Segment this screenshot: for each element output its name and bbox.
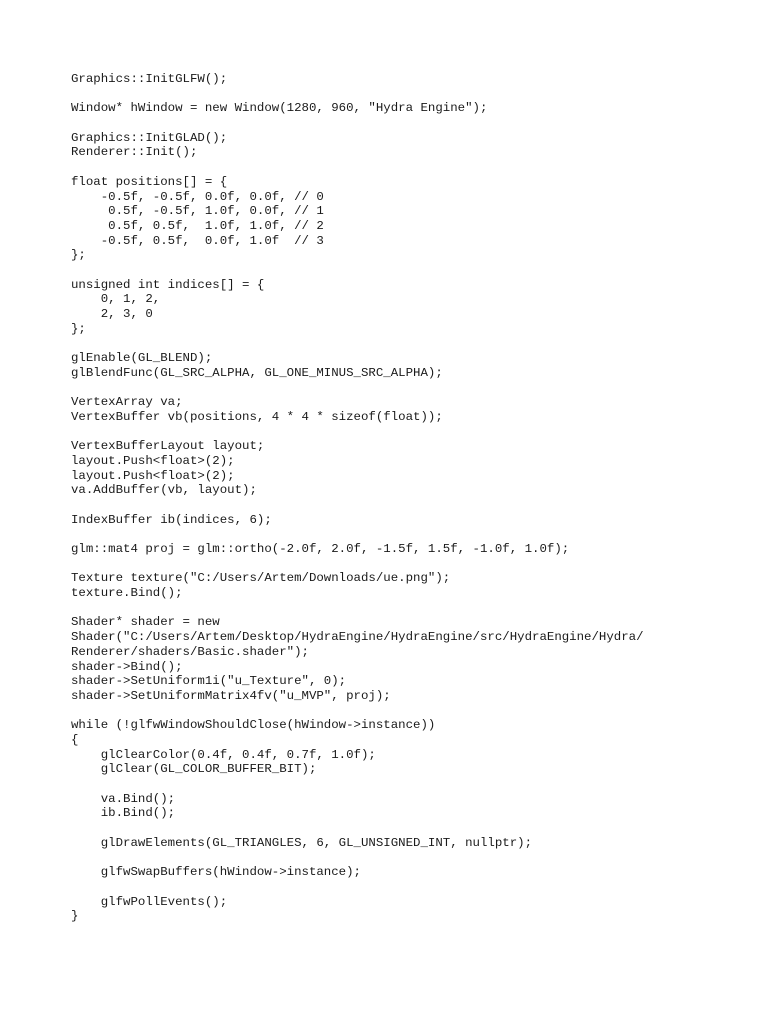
code-line: Shader* shader = new	[71, 615, 220, 630]
code-line	[71, 425, 751, 440]
code-line	[71, 160, 751, 175]
code-line: 2, 3, 0	[71, 307, 153, 321]
code-line: glm::mat4 proj = glm::ortho(-2.0f, 2.0f, -1.5f, 1.5f, -1.0f, 1.0f);	[71, 542, 570, 556]
code-line: Window* hWindow = new Window(1280, 960, "Hydra Engine");	[71, 101, 488, 116]
code-line: shader->SetUniform1i("u_Texture", 0);	[71, 674, 347, 689]
code-line	[71, 777, 751, 792]
code-line: glDrawElements(GL_TRIANGLES, 6, GL_UNSIGNED_INT, nullptr);	[71, 835, 533, 850]
code-line: VertexBufferLayout layout;	[71, 439, 265, 454]
code-line: Renderer::Init();	[71, 145, 198, 160]
code-line: ib.Bind();	[71, 806, 176, 821]
code-line: VertexBuffer vb(positions, 4 * 4 * sizeof(float));	[71, 409, 443, 424]
code-line: glfwPollEvents();	[71, 894, 228, 909]
code-line: Graphics::InitGLFW();	[71, 72, 228, 86]
code-line: Graphics::InitGLAD();	[71, 130, 228, 145]
code-line: 0, 1, 2,	[71, 292, 161, 307]
code-line	[71, 380, 751, 395]
code-line: Shader("C:/Users/Artem/Desktop/HydraEngine/HydraEngine/src/HydraEngine/Hydra/	[71, 630, 644, 645]
code-line: va.Bind();	[71, 791, 176, 806]
code-line: while (!glfwWindowShouldClose(hWindow->instance))	[71, 718, 436, 733]
code-line: shader->Bind();	[71, 659, 183, 674]
code-line	[71, 557, 751, 572]
code-line	[71, 880, 751, 895]
code-line: va.AddBuffer(vb, layout);	[71, 483, 257, 498]
code-line: glEnable(GL_BLEND);	[71, 351, 213, 366]
code-line: float positions[] = {	[71, 174, 228, 189]
code-line: texture.Bind();	[71, 586, 183, 601]
code-line	[71, 821, 751, 836]
code-line: shader->SetUniformMatrix4fv("u_MVP", proj);	[71, 688, 391, 703]
code-line: unsigned int indices[] = {	[71, 277, 265, 292]
code-line: layout.Push<float>(2);	[71, 468, 235, 483]
code-line: -0.5f, 0.5f, 0.0f, 1.0f // 3	[71, 233, 324, 248]
code-line	[71, 263, 751, 278]
code-line: Renderer/shaders/Basic.shader");	[71, 644, 309, 659]
code-line: -0.5f, -0.5f, 0.0f, 0.0f, // 0	[71, 189, 324, 204]
code-line: {	[71, 732, 79, 747]
code-line: IndexBuffer ib(indices, 6);	[71, 512, 272, 527]
code-line	[71, 116, 751, 131]
code-line	[71, 498, 751, 513]
code-line	[71, 527, 751, 542]
code-block	[71, 72, 751, 924]
code-line: VertexArray va;	[71, 395, 183, 410]
code-line: };	[71, 321, 86, 336]
code-line	[71, 601, 751, 616]
code-line: 0.5f, -0.5f, 1.0f, 0.0f, // 1	[71, 204, 324, 219]
code-line: layout.Push<float>(2);	[71, 453, 235, 468]
code-line	[71, 87, 751, 102]
code-line: glClearColor(0.4f, 0.4f, 0.7f, 1.0f);	[71, 747, 376, 762]
code-line: glBlendFunc(GL_SRC_ALPHA, GL_ONE_MINUS_SRC_ALPHA);	[71, 365, 443, 380]
code-line: glClear(GL_COLOR_BUFFER_BIT);	[71, 762, 317, 777]
code-line: Texture texture("C:/Users/Artem/Downloads/ue.png");	[71, 571, 451, 586]
code-line: };	[71, 248, 86, 263]
code-line	[71, 850, 751, 865]
code-line: }	[71, 909, 79, 924]
code-line	[71, 336, 751, 351]
code-line: glfwSwapBuffers(hWindow->instance);	[71, 865, 361, 880]
code-line	[71, 704, 751, 719]
code-line: 0.5f, 0.5f, 1.0f, 1.0f, // 2	[71, 218, 324, 233]
